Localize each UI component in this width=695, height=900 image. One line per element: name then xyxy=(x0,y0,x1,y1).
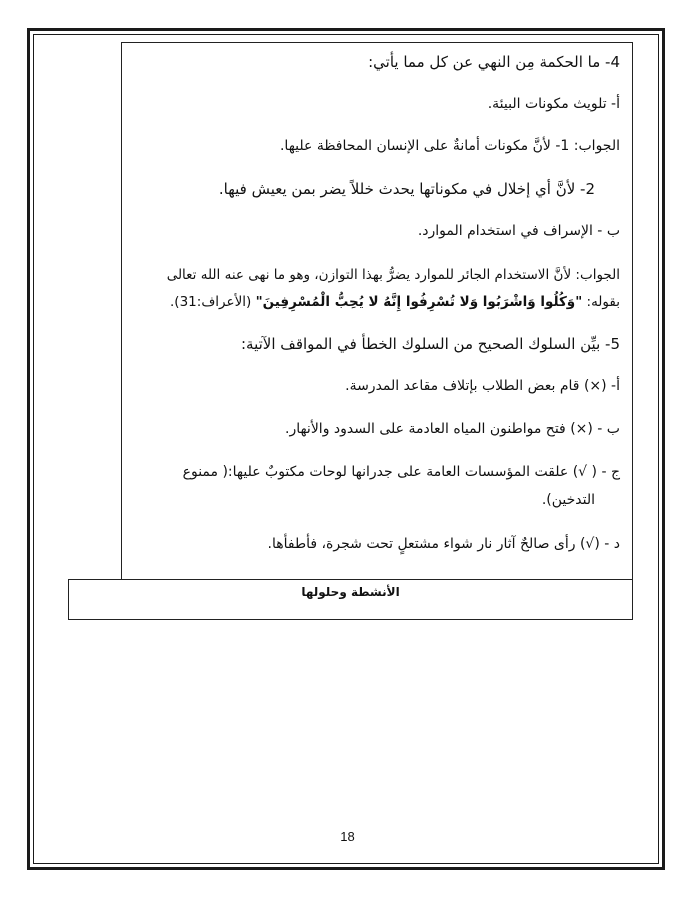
answer-b-prefix: بقوله: xyxy=(582,294,620,310)
question-4-item-a: أ- تلويث مكونات البيئة. xyxy=(487,96,620,112)
question-4-answer-b-line2 xyxy=(170,293,620,311)
question-4-answer-a2: 2- لأنَّ أي إخلال في مكوناتها يحدث خللاً يضر بمن يعيش فيها. xyxy=(218,180,595,198)
question-5-item-b: ب - (×) فتح مواطنون المياه العادمة على السدود والأنهار. xyxy=(285,421,620,437)
section-caption: الأنشطة وحلولها xyxy=(301,585,400,599)
question-4-item-b: ب - الإسراف في استخدام الموارد. xyxy=(417,223,620,239)
question-5-title: 5- بيِّن السلوك الصحيح من السلوك الخطأ في المواقف الآتية: xyxy=(241,335,620,353)
question-5-item-c-line1: ج - ( √) علقت المؤسسات العامة على جدرانها لوحات مكتوبٌ عليها:( ممنوع xyxy=(182,464,620,480)
question-5-item-d: د - (√) رأى صالحٌ آثار نار شواء مشتعلٍ تحت شجرة، فأطفأها. xyxy=(267,536,620,552)
page-number: 18 xyxy=(340,829,355,844)
question-5-item-c-line2: التدخين). xyxy=(541,492,595,508)
question-5-item-a: أ- (×) قام بعض الطلاب بإتلاف مقاعد المدرسة. xyxy=(345,378,620,394)
quran-reference: (الأعراف:31). xyxy=(170,294,256,310)
caption-box xyxy=(68,579,633,620)
question-4-title: 4- ما الحكمة مِن النهي عن كل مما يأتي: xyxy=(368,53,620,71)
question-4-answer-b-line1: الجواب: لأنَّ الاستخدام الجائر للموارد يضرُّ بهذا التوازن، وهو ما نهى عنه الله تعالى xyxy=(166,267,620,283)
quran-quote: "وَكُلُوا وَاشْرَبُوا وَلا تُسْرِفُوا إِنَّهُ لا يُحِبُّ الْمُسْرِفِينَ" xyxy=(255,294,583,310)
question-4-answer-a1: الجواب: 1- لأنَّ مكونات أمانةٌ على الإنسان المحافظة عليها. xyxy=(279,138,620,154)
